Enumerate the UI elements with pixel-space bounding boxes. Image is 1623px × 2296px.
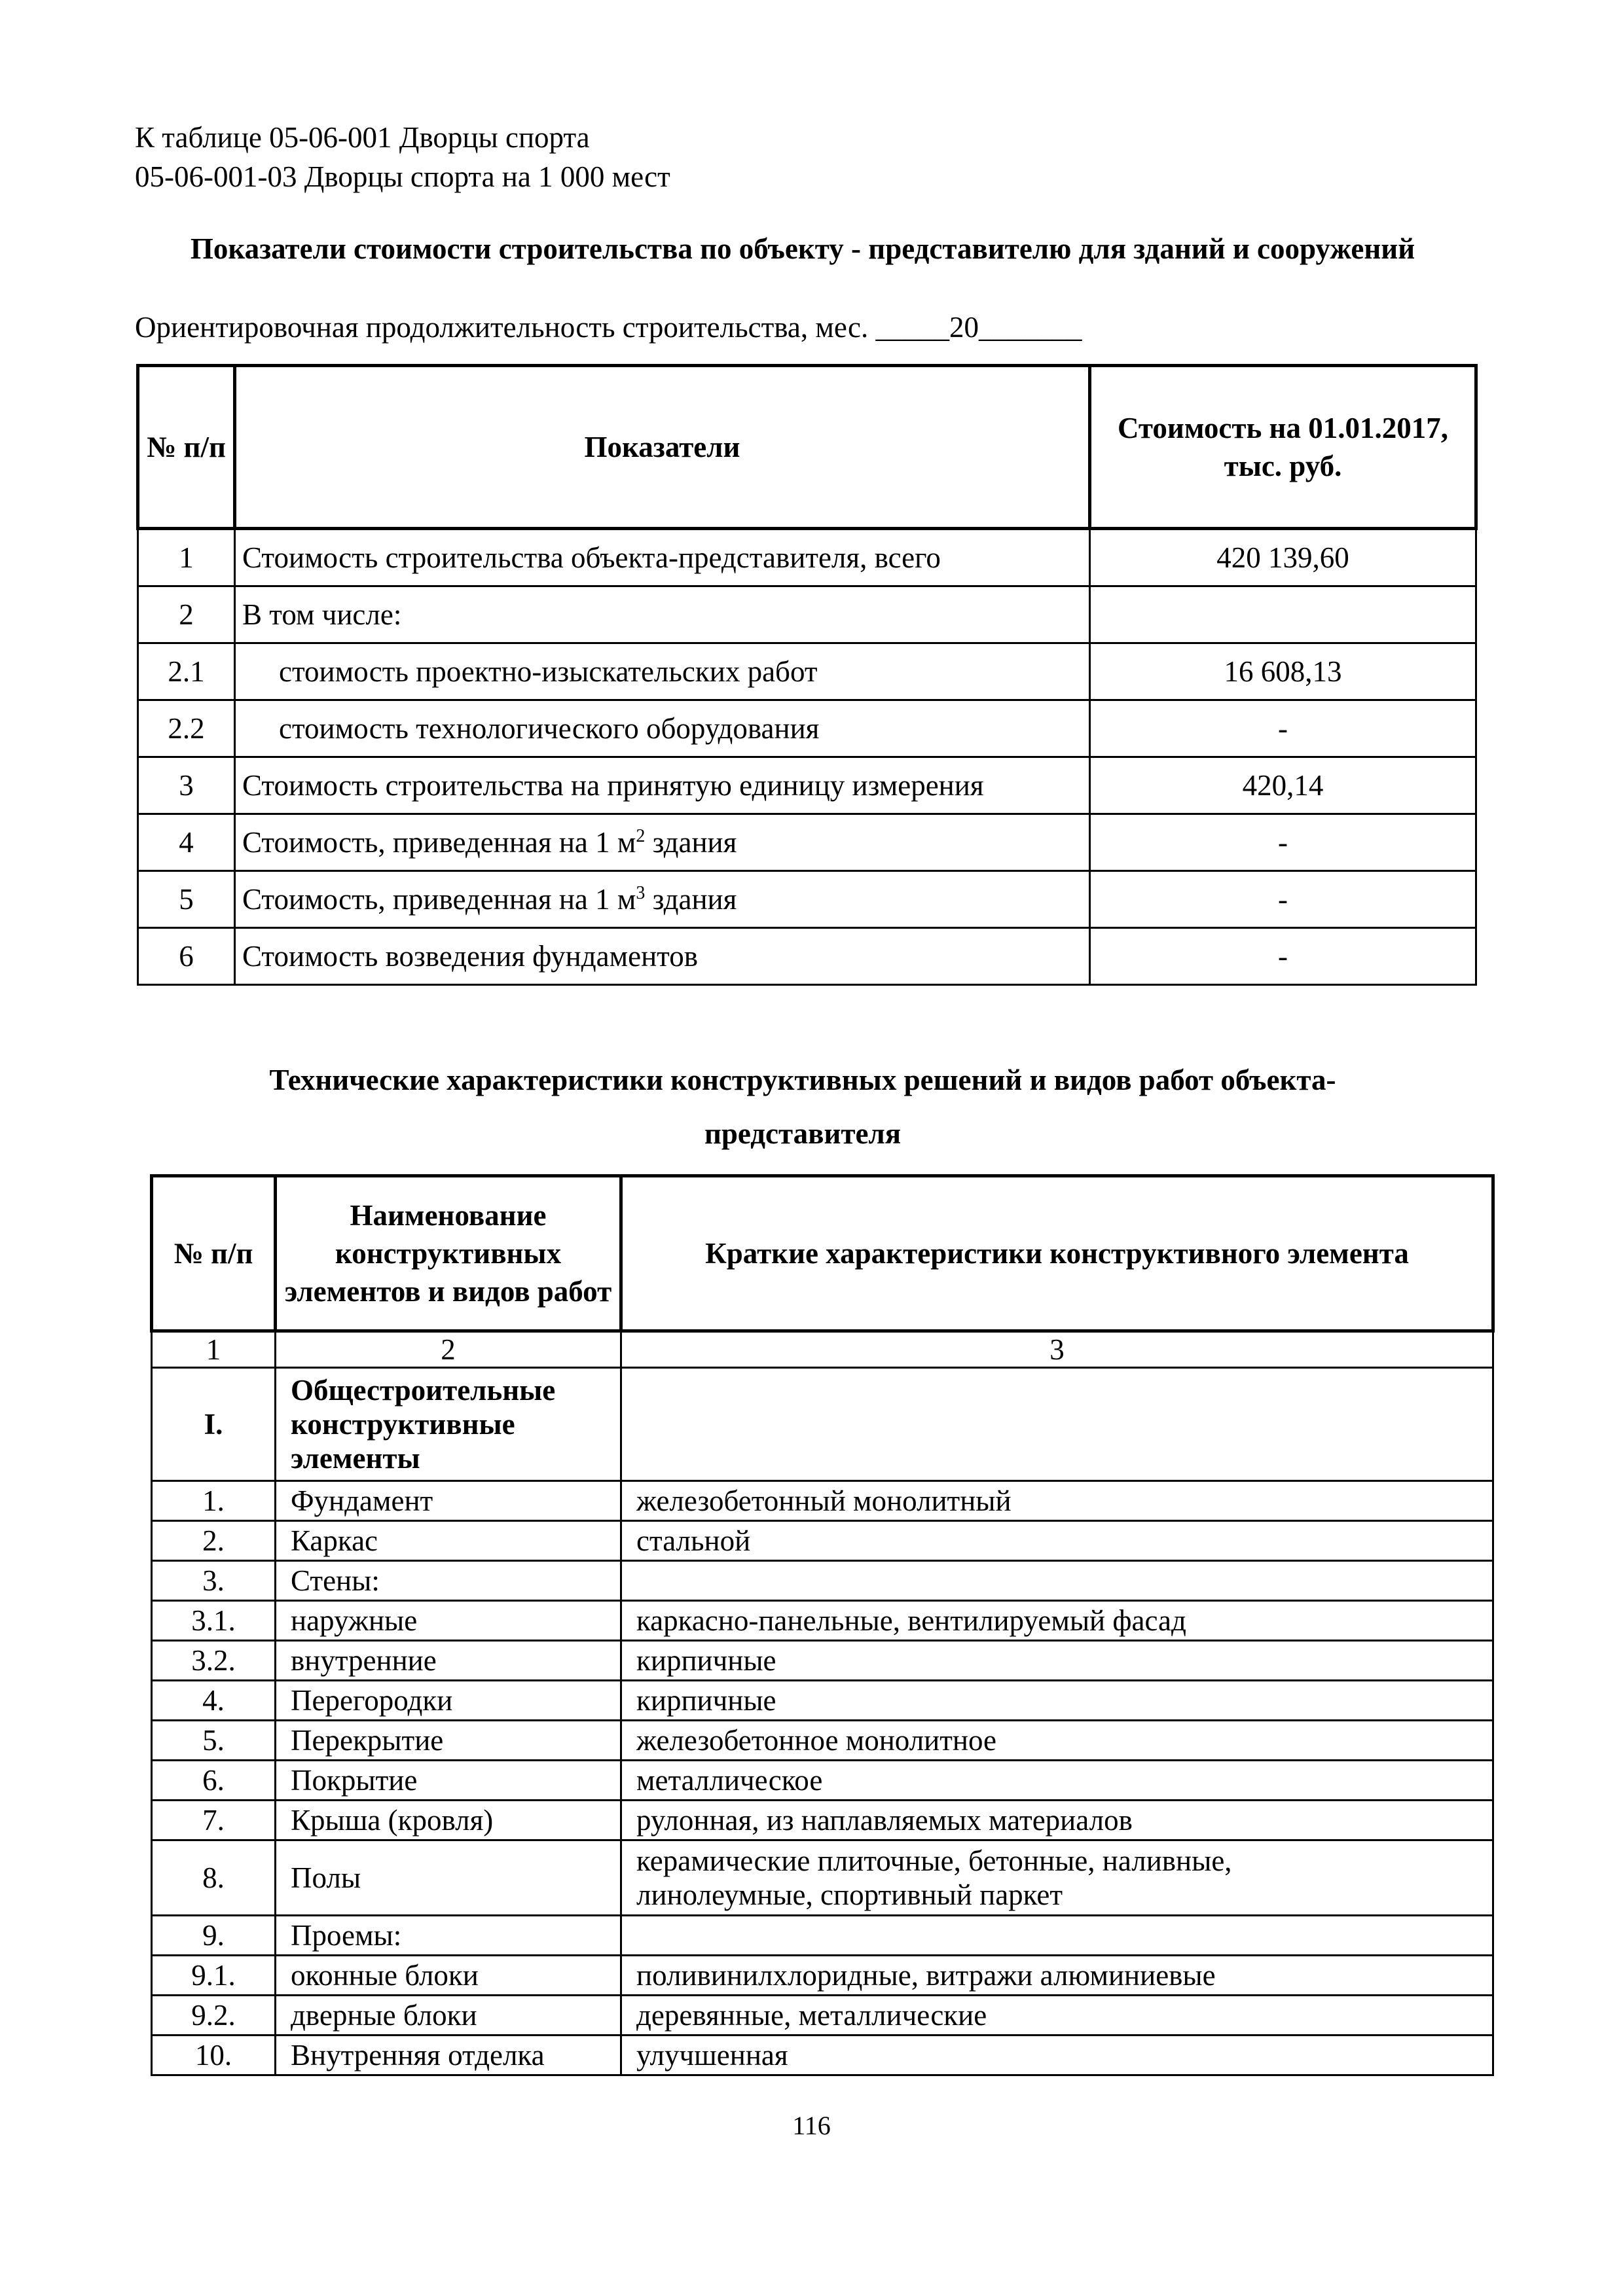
table-row [152,1681,1493,1721]
row-name: Перекрытие [276,1721,621,1761]
tech-section-title-line-2: представителя [704,1117,902,1150]
row-value: - [1090,700,1476,757]
row-num: 3. [152,1561,276,1601]
row-num: 3 [138,757,235,814]
row-num: 2. [152,1521,276,1561]
section-desc [621,1368,1493,1481]
row-name: Внутренняя отделка [276,2036,621,2075]
header-line-2: 05-06-001-03 Дворцы спорта на 1 000 мест [135,160,670,193]
table-row [138,700,1476,757]
table-row [152,1601,1493,1641]
row-name: оконные блоки [276,1956,621,1996]
row-num: 7. [152,1801,276,1840]
row-name: Покрытие [276,1761,621,1801]
row-value: 420,14 [1090,757,1476,814]
cost-table-header [138,366,1476,529]
row-name: Фундамент [276,1481,621,1521]
table-row [138,586,1476,643]
row-name: Каркас [276,1521,621,1561]
section-row [152,1368,1493,1481]
row-name: Проемы: [276,1916,621,1956]
row-name: дверные блоки [276,1996,621,2036]
row-desc: рулонная, из наплавляемых материалов [621,1801,1493,1840]
row-name: Крыша (кровля) [276,1801,621,1840]
table-row [152,2036,1493,2075]
table-row [138,643,1476,700]
row-indicator: стоимость технологического оборудования [235,700,1090,757]
col-header-indicator: Показатели [235,366,1090,529]
tech-section-title-line-1: Технические характеристики конструктивных решений и видов работ объекта- [269,1064,1336,1096]
column-number-row [152,1331,1493,1368]
table-row [138,757,1476,814]
table-row [152,1840,1493,1916]
section-name: Общестроительные конструктивные элементы [276,1368,621,1481]
row-desc-line: линолеумные, спортивный паркет [636,1878,1063,1911]
row-value: - [1090,814,1476,871]
row-num: 10. [152,2036,276,2075]
column-number: 1 [152,1331,276,1368]
row-desc: деревянные, металлические [621,1996,1493,2036]
row-desc [621,1916,1493,1956]
row-num: 2.1 [138,643,235,700]
row-desc [621,1840,1493,1916]
row-indicator: Стоимость строительства объекта-представителя, всего [235,529,1090,586]
row-name: наружные [276,1601,621,1641]
indicator-text: здания [645,826,737,859]
row-value [1090,586,1476,643]
cost-section-title: Показатели стоимости строительства по объекту - представителю для зданий и сооружений [190,232,1415,265]
superscript: 3 [636,883,646,903]
row-name: Полы [276,1840,621,1916]
row-num: 3.1. [152,1601,276,1641]
row-num: 6 [138,928,235,985]
table-row [152,1956,1493,1996]
section-num: I. [152,1368,276,1481]
row-num: 9. [152,1916,276,1956]
row-num: 1. [152,1481,276,1521]
table-row [152,1801,1493,1840]
row-desc [621,1561,1493,1601]
row-desc: металлическое [621,1761,1493,1801]
row-name: Стены: [276,1561,621,1601]
table-row [152,1561,1493,1601]
table-row [138,871,1476,928]
tech-table-header [152,1176,1493,1331]
table-row [152,1521,1493,1561]
indicator-text: Стоимость, приведенная на 1 м [242,883,636,916]
col-header-num: № п/п [152,1176,276,1331]
column-number: 2 [276,1331,621,1368]
col-header-name: Наименование конструктивных элементов и видов работ [276,1176,621,1331]
row-indicator: В том числе: [235,586,1090,643]
row-name: внутренние [276,1641,621,1681]
row-desc: улучшенная [621,2036,1493,2075]
row-desc: кирпичные [621,1641,1493,1681]
row-desc-line: керамические плиточные, бетонные, наливные, [636,1844,1232,1877]
table-row [138,814,1476,871]
table-row [152,1996,1493,2036]
col-header-cost: Стоимость на 01.01.2017, тыс. руб. [1090,366,1476,529]
header-line-1: К таблице 05-06-001 Дворцы спорта [135,121,590,154]
table-row [138,529,1476,586]
row-indicator [235,871,1090,928]
row-num: 8. [152,1840,276,1916]
row-num: 9.1. [152,1956,276,1996]
row-desc: поливинилхлоридные, витражи алюминиевые [621,1956,1493,1996]
column-number: 3 [621,1331,1493,1368]
table-row [152,1916,1493,1956]
indicator-text: Стоимость, приведенная на 1 м [242,826,636,859]
row-indicator [235,814,1090,871]
col-header-num: № п/п [138,366,235,529]
table-row [138,928,1476,985]
page-number: 116 [792,2111,831,2140]
row-num: 9.2. [152,1996,276,2036]
row-indicator: Стоимость возведения фундаментов [235,928,1090,985]
table-row [152,1721,1493,1761]
row-num: 1 [138,529,235,586]
row-name: Перегородки [276,1681,621,1721]
row-num: 3.2. [152,1641,276,1681]
row-value: - [1090,928,1476,985]
table-row [152,1761,1493,1801]
row-desc: каркасно-панельные, вентилируемый фасад [621,1601,1493,1641]
row-indicator: стоимость проектно-изыскательских работ [235,643,1090,700]
row-value: 420 139,60 [1090,529,1476,586]
col-header-desc: Краткие характеристики конструктивного элемента [621,1176,1493,1331]
row-num: 6. [152,1761,276,1801]
superscript: 2 [636,826,646,846]
row-value: 16 608,13 [1090,643,1476,700]
row-num: 5 [138,871,235,928]
row-num: 4 [138,814,235,871]
row-desc: кирпичные [621,1681,1493,1721]
construction-duration: Ориентировочная продолжительность строительства, мес. _____20_______ [135,311,1082,344]
row-value: - [1090,871,1476,928]
cost-table [136,364,1478,986]
row-desc: железобетонное монолитное [621,1721,1493,1761]
indicator-text: здания [645,883,737,916]
tech-table [150,1174,1495,2076]
table-row [152,1481,1493,1521]
row-num: 4. [152,1681,276,1721]
table-row [152,1641,1493,1681]
row-num: 2 [138,586,235,643]
row-indicator: Стоимость строительства на принятую единицу измерения [235,757,1090,814]
row-desc: железобетонный монолитный [621,1481,1493,1521]
row-num: 2.2 [138,700,235,757]
row-num: 5. [152,1721,276,1761]
row-desc: стальной [621,1521,1493,1561]
